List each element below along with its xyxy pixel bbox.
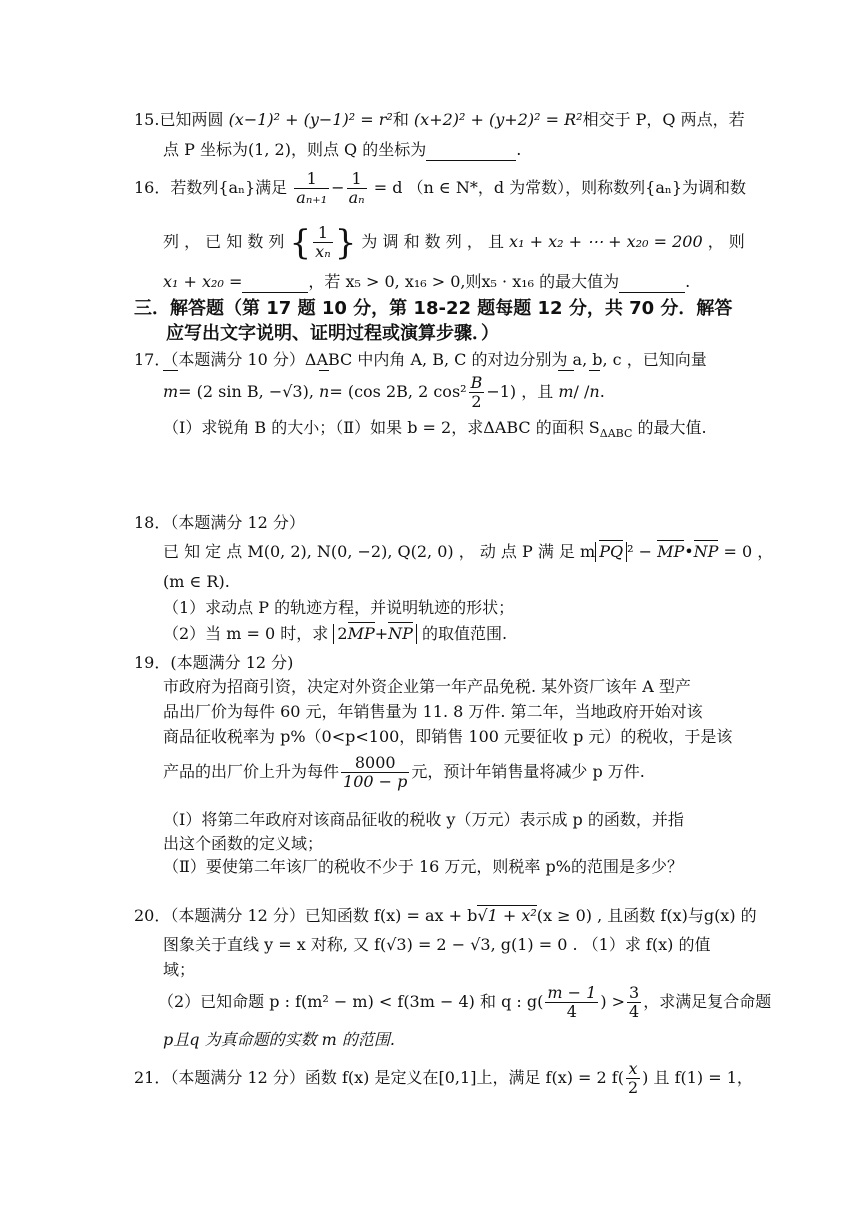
answer-blank <box>426 140 516 161</box>
q19-line4: 商品征收税率为 p%（0<p<100，即销售 100 元要征收 p 元）的税收，于是该 <box>163 727 733 746</box>
q17-line2: m= (2 sin B, −√3), n= (cos 2B, 2 cos² $\frac{B}{2}$ −1) ，且 m/ /n. <box>163 373 605 411</box>
section-title: 三．解答题（第 17 题 10 分，第 18-22 题每题 12 分，共 70 分．解答 <box>134 298 733 319</box>
q20-line1: 20．（本题满分 12 分）已知函数 f(x) = ax + b√1 + x²(x ≥ 0) , 且函数 f(x)与g(x) 的 <box>134 906 757 925</box>
q20-line3: 域； <box>163 960 196 979</box>
section-subtitle: 应写出文字说明、证明过程或演算步骤．） <box>166 323 499 344</box>
q19-line7: 出这个函数的定义域； <box>163 834 324 853</box>
q19-line3: 品出厂价为每件 60 元，年销售量为 11. 8 万件. 第二年，当地政府开始对该 <box>163 702 703 721</box>
q16-line3: x₁ + x₂₀ = ，若 x₅ > 0, x₁₆ > 0,则x₅ · x₁₆ 的最大值为 . <box>163 272 691 291</box>
q18-line5: （2）当 m = 0 时，求 2MP+NP 的取值范围. <box>163 624 508 643</box>
q16-line2: 列 ， 已 知 数 列 { $\frac{1}{\text{xₙ}}$ } 为 调 和 数 列 ， 且 x₁ + x₂ + ⋯ + x₂₀ = 200 ， 则 <box>163 222 745 263</box>
q20-line2: 图象关于直线 y = x 对称, 又 f(√3) = 2 − √3, g(1) = 0 . （1）求 f(x) 的值 <box>163 935 711 954</box>
q19-line1: 19．(本题满分 12 分) <box>134 653 294 672</box>
q18-line4: （1）求动点 P 的轨迹方程，并说明轨迹的形状； <box>163 598 515 617</box>
q18-line3: (m ∈ R). <box>163 572 230 591</box>
q18-line1: 18．（本题满分 12 分） <box>134 513 305 532</box>
q20-line4: （2）已知命题 p : f(m² − m) < f(3m − 4) 和 q : g( $\frac{m - 1}{4}$ ) > $\frac{3}{4}$ ，求满足复合命题 <box>158 983 772 1021</box>
q21-line1: 21．（本题满分 12 分）函数 f(x) 是定义在[0,1]上，满足 f(x) = 2 f( $\frac{x}{2}$ ) 且 f(1) = 1， <box>134 1059 753 1097</box>
q15-line2: 点 P 坐标为(1, 2)，则点 Q 的坐标为 . <box>163 140 522 159</box>
q18-line2: 已 知 定 点 M(0, 2), N(0, −2), Q(2, 0) ， 动 点 P 满 足 m PQ ² − MP•NP = 0 ， <box>163 542 774 561</box>
q15-line1: 15.已知两圆 (x−1)² + (y−1)² = r²和 (x+2)² + (y+2)² = R²相交于 P，Q 两点，若 <box>134 110 745 129</box>
q17-line1: 17．（本题满分 10 分）ΔABC 中内角 A, B, C 的对边分别为 a, b, c ，已知向量 <box>134 350 707 369</box>
q16-line1: 16．若数列{aₙ}满足 $\frac{1}{\text{aₙ₊₁}}$ − $\frac{1}{\text{aₙ}}$ = d （n ∈ N*，d 为常数），则称数列{aₙ}为调和数 <box>134 169 746 207</box>
q19-line8: （Ⅱ）要使第二年该厂的税收不少于 16 万元，则税率 p%的范围是多少？ <box>163 857 683 876</box>
q19-line2: 市政府为招商引资，决定对外资企业第一年产品免税. 某外资厂该年 A 型产 <box>163 677 691 696</box>
q19-line6: （Ⅰ）将第二年政府对该商品征收的税收 y（万元）表示成 p 的函数，并指 <box>163 810 684 829</box>
q19-line5: 产品的出厂价上升为每件 $\frac{8000}{100 - p}$ 元，预计年销售量将减少 p 万件. <box>163 753 645 791</box>
q20-line5: p且q 为真命题的实数 m 的范围. <box>163 1030 396 1049</box>
q17-line3: （Ⅰ）求锐角 B 的大小；（Ⅱ）如果 b = 2，求ΔABC 的面积 $S_{\Delta ABC}$ 的最大值. <box>163 418 707 441</box>
